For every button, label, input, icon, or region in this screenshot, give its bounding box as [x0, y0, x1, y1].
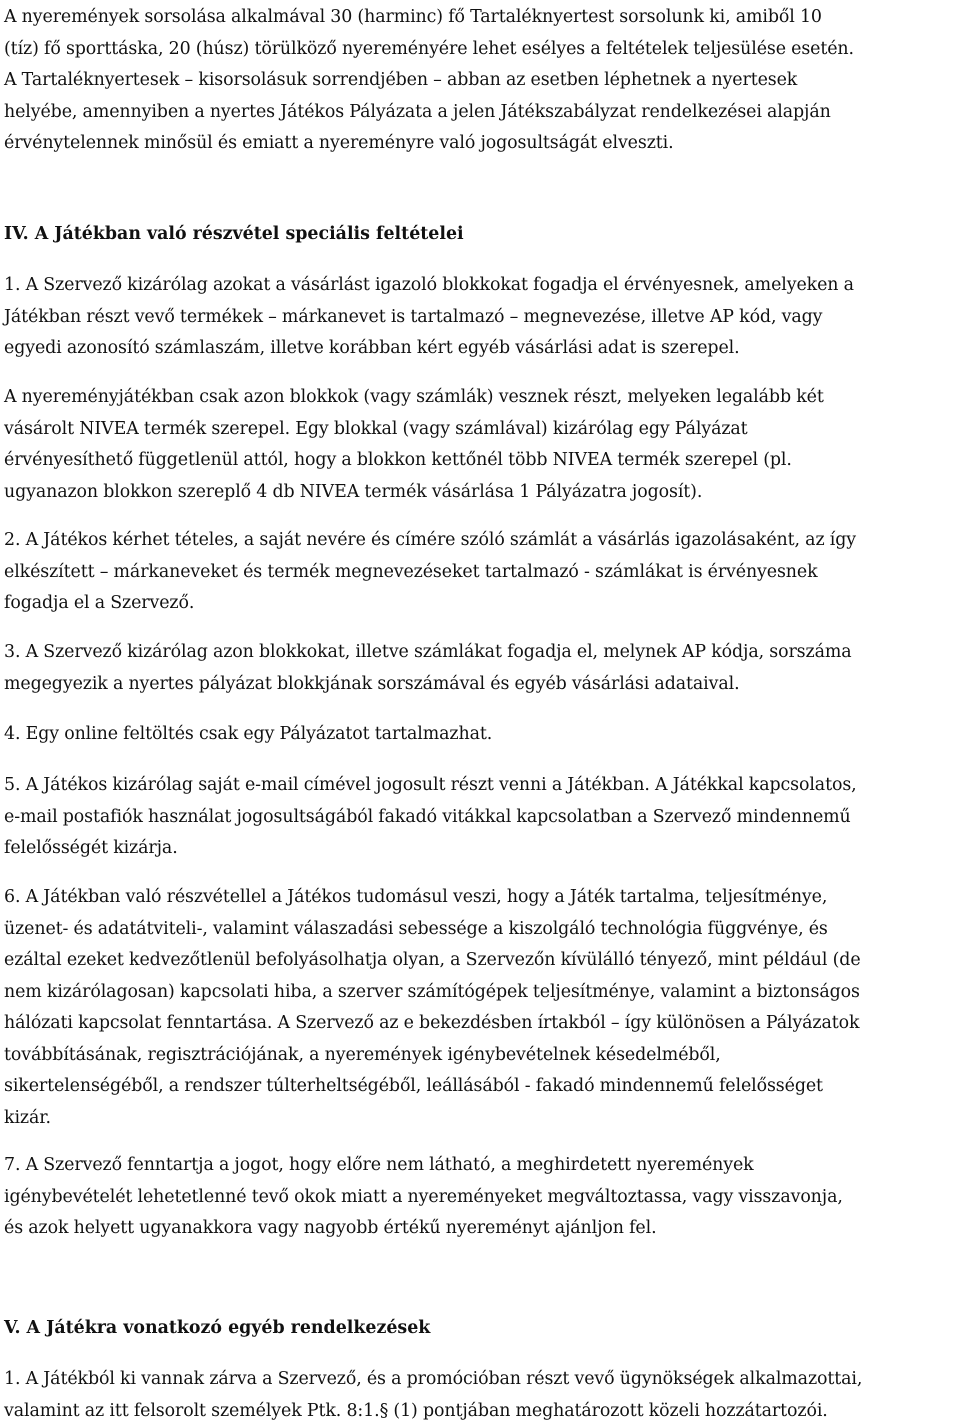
- paragraph-rule-6: 6. A Játékban való részvétellel a Játékos tudomásul veszi, hogy a Játék tartalma, teljesítménye, üzenet- és adatátviteli-, valamint válaszadási sebessége a kiszolgáló technológia függvénye, és ezáltal ezeket kedvezőtlenül befolyásolhatja olyan, a Szervezőn kívülálló tényező, mint például (de nem kizárólagosan) kapcsolati hiba, a szerver számítógépek teljesítménye, valamint a biztonságos hálózati kapcsolat fenntartása. A Szervező az e bekezdésben írtakból – így különösen a Pályázatok továbbításának, regisztrációjának, a nyeremények igénybevételnek késedelméből, sikertelenségéből, a rendszer túlterheltségéből, leállásából - fakadó mindennemű felelősséget kizár.: [4, 887, 861, 1128]
- paragraph-rule-5: 5. A Játékos kizárólag saját e-mail címével jogosult részt venni a Játékban. A Játékkal kapcsolatos, e-mail postafiók használat jogosultságából fakadó vitákkal kapcsolatban a Szervező mindennemű felelősségét kizárja.: [4, 775, 857, 858]
- paragraph-reserve-winners: A nyeremények sorsolása alkalmával 30 (harminc) fő Tartaléknyertest sorsolunk ki, amiből 10 (tíz) fő sporttáska, 20 (húsz) törülköző nyereményére lehet esélyes a feltételek teljesülése esetén. A Tartaléknyertesek – kisorsolásuk sorrendjében – abban az esetben léphetnek a nyertesek helyébe, amennyiben a nyertes Játékos Pályázata a jelen Játékszabályzat rendelkezései alapján érvénytelennek minősül és emiatt a nyereményre való jogosultságát elveszti.: [4, 7, 854, 153]
- paragraph-rule-2: 2. A Játékos kérhet tételes, a saját nevére és címére szóló számlát a vásárlás igazolásaként, az így elkészített – márkaneveket és termék megnevezéseket tartalmazó - számlákat is érvényesnek fogadja el a Szervező.: [4, 530, 856, 613]
- paragraph-rule-1b: A nyereményjátékban csak azon blokkok (vagy számlák) vesznek részt, melyeken legalább két vásárolt NIVEA termék szerepel. Egy blokkal (vagy számlával) kizárólag egy Pályázat érvényesíthető függetlenül attól, hogy a blokkon kettőnél több NIVEA termék szerepel (pl. ugyanazon blokkon szereplő 4 db NIVEA termék vásárlása 1 Pályázatra jogosít).: [4, 387, 824, 502]
- paragraph-rule-4: 4. Egy online feltöltés csak egy Pályázatot tartalmazhat.: [4, 724, 493, 744]
- paragraph-exclusions: 1. A Játékból ki vannak zárva a Szervező, és a promócióban részt vevő ügynökségek alkalmazottai, valamint az itt felsorolt személyek Ptk. 8:1.§ (1) pontjában meghatározott közeli hozzátartozói.: [4, 1369, 863, 1421]
- paragraph-rule-3: 3. A Szervező kizárólag azon blokkokat, illetve számlákat fogadja el, melynek AP kódja, sorszáma megegyezik a nyertes pályázat blokkjának sorszámával és egyéb vásárlási adataival.: [4, 642, 852, 694]
- section-heading-v: V. A Játékra vonatkozó egyéb rendelkezések: [4, 1318, 431, 1338]
- section-heading-iv: IV. A Játékban való részvétel speciális feltételei: [4, 224, 464, 244]
- paragraph-rule-1: 1. A Szervező kizárólag azokat a vásárlást igazoló blokkokat fogadja el érvényesnek, amelyeken a Játékban részt vevő termékek – márkanevet is tartalmazó – megnevezése, illetve AP kód, vagy egyedi azonosító számlaszám, illetve korábban kért egyéb vásárlási adat is szerepel.: [4, 275, 854, 358]
- paragraph-rule-7: 7. A Szervező fenntartja a jogot, hogy előre nem látható, a meghirdetett nyeremények igénybevételét lehetetlenné tevő okok miatt a nyereményeket megváltoztassa, vagy visszavonja, és azok helyett ugyanakkora vagy nagyobb értékű nyereményt ajánljon fel.: [4, 1155, 843, 1238]
